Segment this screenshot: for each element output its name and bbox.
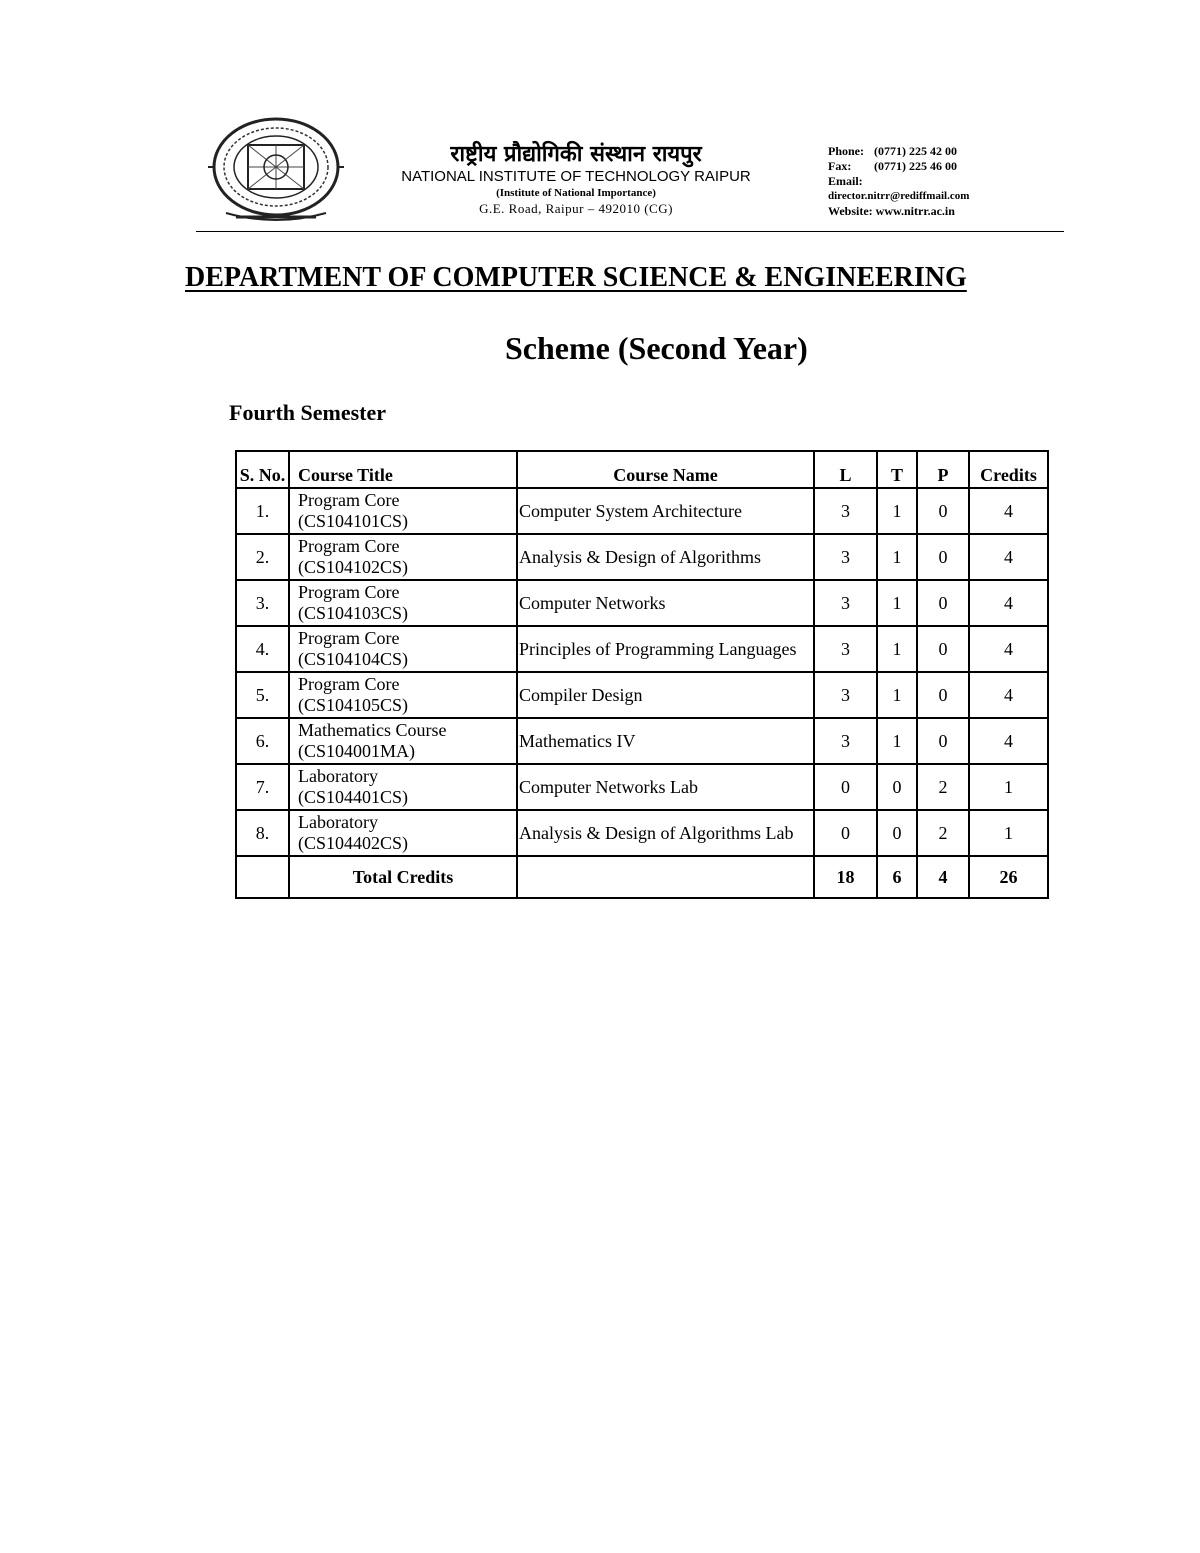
cell-t: 0 <box>877 810 917 856</box>
phone-number: (0771) 225 42 00 <box>874 144 957 158</box>
cell-p: 0 <box>917 672 969 718</box>
cell-course-title <box>289 764 517 810</box>
website-line <box>828 204 1064 219</box>
table-row <box>236 764 1048 810</box>
cell-credits: 4 <box>969 672 1048 718</box>
phone-label: Phone: <box>828 144 864 158</box>
cell-credits: 4 <box>969 626 1048 672</box>
course-title-line1: Mathematics Course <box>298 720 447 740</box>
cell-t: 1 <box>877 488 917 534</box>
table-row <box>236 534 1048 580</box>
fax-label: Fax: <box>828 159 852 173</box>
cell-p: 0 <box>917 488 969 534</box>
cell-l: 3 <box>814 488 877 534</box>
cell-p: 0 <box>917 534 969 580</box>
cell-t: 1 <box>877 534 917 580</box>
cell-sno: 5. <box>236 672 289 718</box>
cell-l: 3 <box>814 534 877 580</box>
cell-p: 2 <box>917 764 969 810</box>
cell-credits: 1 <box>969 764 1048 810</box>
website-label: Website: <box>828 204 873 218</box>
course-table <box>235 450 1049 899</box>
course-title-line1: Laboratory <box>298 766 378 786</box>
course-title-code: (CS104402CS) <box>298 833 409 853</box>
phone-line <box>828 144 1064 159</box>
cell-course-title <box>289 810 517 856</box>
header-course-title: Course Title <box>289 451 517 488</box>
cell-sno: 8. <box>236 810 289 856</box>
header-l: L <box>814 451 877 488</box>
institute-address: G.E. Road, Raipur – 492010 (CG) <box>479 201 673 216</box>
scheme-title: Scheme (Second Year) <box>505 330 808 366</box>
cell-course-name: Analysis & Design of Algorithms <box>517 534 814 580</box>
total-p: 4 <box>917 856 969 898</box>
cell-course-name: Computer Networks <box>517 580 814 626</box>
department-heading: DEPARTMENT OF COMPUTER SCIENCE & ENGINEERING <box>185 262 967 293</box>
cell-p: 0 <box>917 580 969 626</box>
cell-sno: 7. <box>236 764 289 810</box>
cell-p: 0 <box>917 718 969 764</box>
course-title-code: (CS104001MA) <box>298 741 416 761</box>
cell-course-title <box>289 534 517 580</box>
institute-subtitle: (Institute of National Importance) <box>496 187 656 199</box>
cell-course-name: Mathematics IV <box>517 718 814 764</box>
course-title-line1: Program Core <box>298 490 400 510</box>
table-row <box>236 488 1048 534</box>
table-row <box>236 626 1048 672</box>
header-course-name: Course Name <box>517 451 814 488</box>
cell-course-title <box>289 488 517 534</box>
cell-t: 1 <box>877 626 917 672</box>
header-p: P <box>917 451 969 488</box>
cell-sno: 4. <box>236 626 289 672</box>
email-address: director.nitrr@rediffmail.com <box>828 190 970 202</box>
header-credits: Credits <box>969 451 1048 488</box>
email-label: Email: <box>828 174 863 188</box>
website-url: www.nitrr.ac.in <box>875 204 955 218</box>
course-title-code: (CS104104CS) <box>298 649 409 669</box>
course-title-line1: Program Core <box>298 536 400 556</box>
cell-course-title <box>289 626 517 672</box>
institute-name-block <box>376 142 776 217</box>
total-empty-name-cell <box>517 856 814 898</box>
total-l: 18 <box>814 856 877 898</box>
cell-sno: 1. <box>236 488 289 534</box>
cell-l: 0 <box>814 764 877 810</box>
course-title-code: (CS104401CS) <box>298 787 409 807</box>
header-sno: S. No. <box>236 451 289 488</box>
total-t: 6 <box>877 856 917 898</box>
cell-credits: 4 <box>969 580 1048 626</box>
semester-heading: Fourth Semester <box>229 400 387 425</box>
letterhead <box>196 110 1064 232</box>
cell-l: 3 <box>814 580 877 626</box>
cell-credits: 4 <box>969 488 1048 534</box>
cell-t: 1 <box>877 718 917 764</box>
cell-sno: 6. <box>236 718 289 764</box>
total-label: Total Credits <box>289 856 517 898</box>
course-title-line1: Program Core <box>298 582 400 602</box>
cell-t: 1 <box>877 580 917 626</box>
table-row <box>236 718 1048 764</box>
course-title-code: (CS104101CS) <box>298 511 409 531</box>
letterhead-divider <box>196 231 1064 232</box>
cell-l: 3 <box>814 626 877 672</box>
cell-credits: 4 <box>969 534 1048 580</box>
course-title-line1: Laboratory <box>298 812 378 832</box>
cell-t: 0 <box>877 764 917 810</box>
institute-seal-logo <box>206 115 346 225</box>
cell-p: 2 <box>917 810 969 856</box>
course-title-code: (CS104102CS) <box>298 557 409 577</box>
fax-line <box>828 159 1064 174</box>
course-title-code: (CS104105CS) <box>298 695 409 715</box>
course-title-code: (CS104103CS) <box>298 603 409 623</box>
cell-l: 3 <box>814 718 877 764</box>
institute-name-hindi: राष्ट्रीय प्रौद्योगिकी संस्थान रायपुर <box>450 142 702 167</box>
cell-sno: 2. <box>236 534 289 580</box>
contact-block <box>828 144 1064 219</box>
total-credits: 26 <box>969 856 1048 898</box>
total-empty-cell <box>236 856 289 898</box>
total-row <box>236 856 1048 898</box>
table-row <box>236 810 1048 856</box>
cell-course-name: Analysis & Design of Algorithms Lab <box>517 810 814 856</box>
header-t: T <box>877 451 917 488</box>
cell-course-name: Compiler Design <box>517 672 814 718</box>
course-title-line1: Program Core <box>298 674 400 694</box>
cell-course-name: Computer System Architecture <box>517 488 814 534</box>
cell-t: 1 <box>877 672 917 718</box>
cell-course-title <box>289 672 517 718</box>
cell-credits: 1 <box>969 810 1048 856</box>
cell-sno: 3. <box>236 580 289 626</box>
cell-credits: 4 <box>969 718 1048 764</box>
cell-course-title <box>289 718 517 764</box>
cell-course-title <box>289 580 517 626</box>
cell-p: 0 <box>917 626 969 672</box>
cell-course-name: Principles of Programming Languages <box>517 626 814 672</box>
course-title-line1: Program Core <box>298 628 400 648</box>
table-header-row <box>236 451 1048 488</box>
cell-course-name: Computer Networks Lab <box>517 764 814 810</box>
table-row <box>236 672 1048 718</box>
table-row <box>236 580 1048 626</box>
cell-l: 3 <box>814 672 877 718</box>
institute-name-english: NATIONAL INSTITUTE OF TECHNOLOGY RAIPUR <box>401 168 751 185</box>
fax-number: (0771) 225 46 00 <box>874 159 957 173</box>
cell-l: 0 <box>814 810 877 856</box>
